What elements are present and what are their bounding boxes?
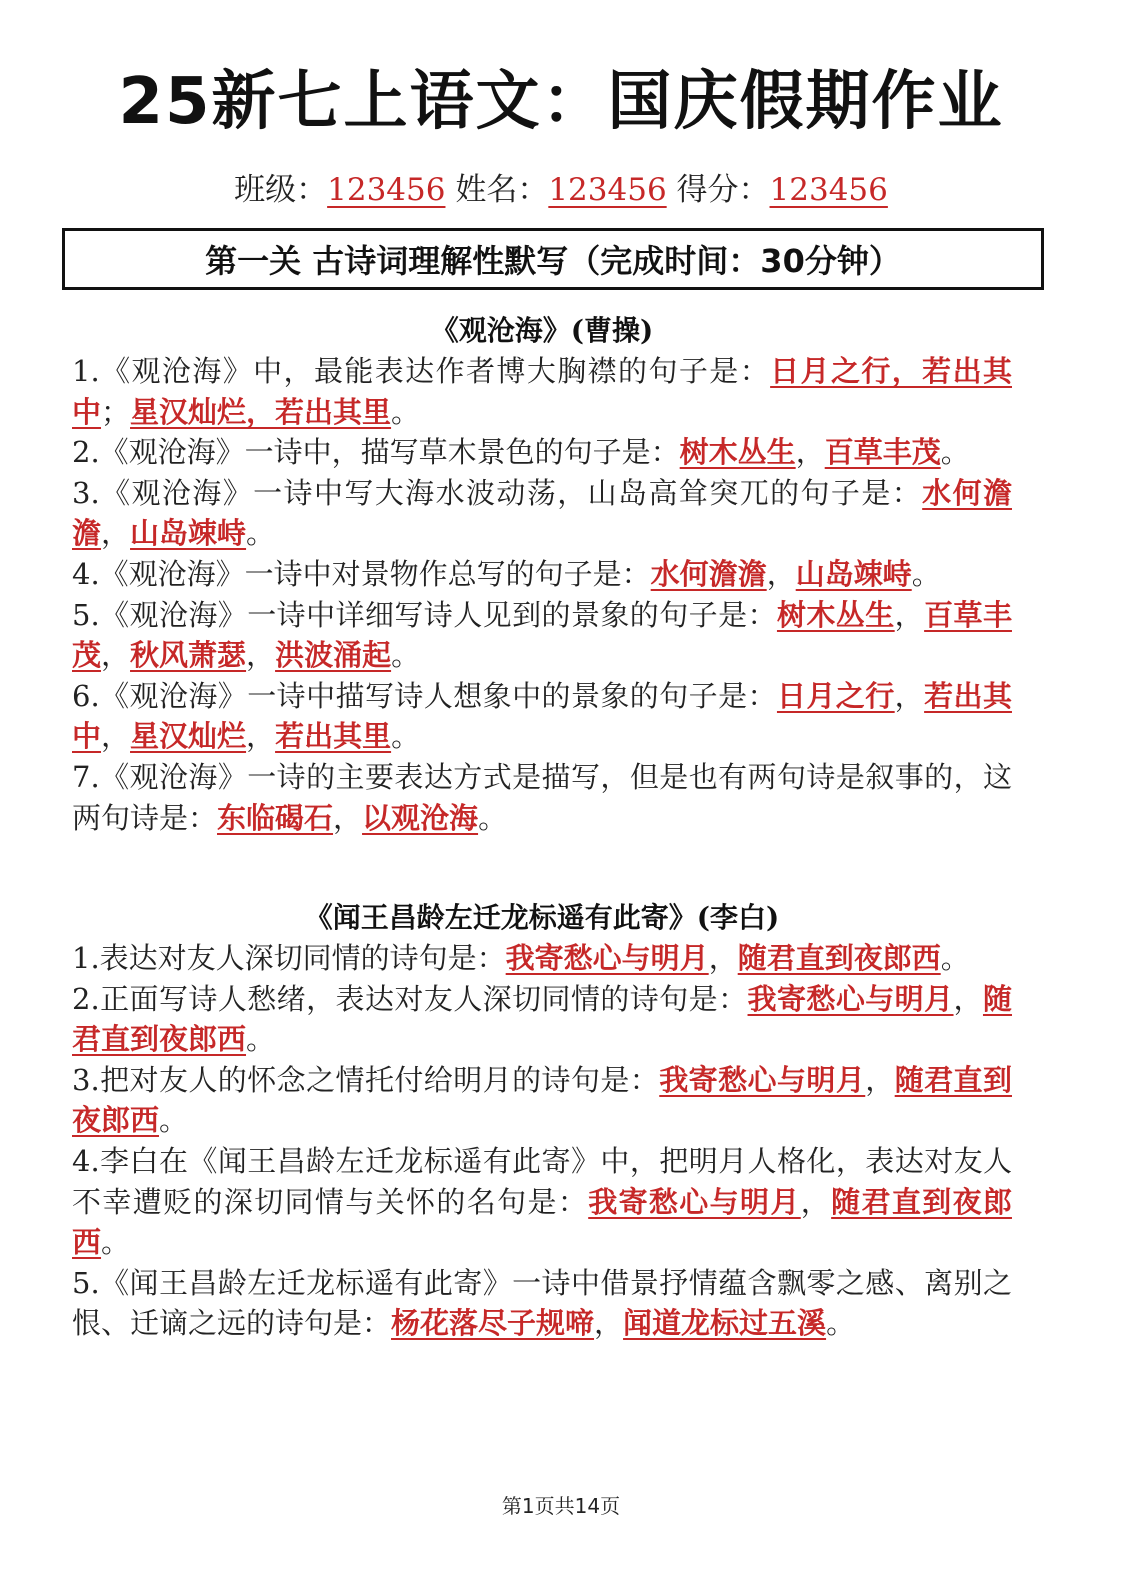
answer-text: 日月之行，若出其中: [72, 354, 1012, 429]
question-item: [72, 351, 1012, 432]
answer-separator: ，: [101, 719, 131, 754]
answer-text: 闻道龙标过五溪: [623, 1306, 827, 1341]
poem-section-1: [72, 311, 1012, 838]
question-prompt: 6.《观沧海》一诗中描写诗人想象中的景象的句子是：: [72, 678, 777, 713]
answer-text: 随君直到夜郎西: [72, 981, 1012, 1057]
sentence-end: 。: [391, 394, 421, 429]
answer-text: 秋风萧瑟: [130, 638, 247, 673]
name-value: 123456: [548, 172, 667, 208]
question-item: [72, 554, 1012, 595]
class-label: 班级：: [234, 172, 328, 208]
student-info-line: [0, 168, 1122, 212]
question-item: [72, 676, 1012, 757]
answer-text: 山岛竦峙: [130, 516, 247, 551]
class-value: 123456: [327, 172, 446, 208]
poem-title: 《闻王昌龄左迁龙标遥有此寄》(李白): [304, 901, 780, 934]
question-prompt: 2.正面写诗人愁绪，表达对友人深切同情的诗句是：: [72, 981, 748, 1016]
question-item: [72, 1141, 1012, 1263]
question-item: [72, 979, 1012, 1060]
sentence-end: 。: [246, 516, 276, 551]
answer-separator: ，: [101, 638, 131, 673]
answer-separator: ，: [894, 678, 925, 713]
answer-text: 山岛竦峙: [795, 556, 912, 591]
answer-text: 我寄愁心与明月: [505, 941, 709, 975]
sentence-end: 。: [826, 1306, 856, 1341]
question-item: [72, 432, 1012, 473]
answer-text: 树木丛生: [679, 435, 796, 470]
question-item: [72, 757, 1012, 838]
sentence-end: 。: [159, 1103, 189, 1138]
answer-text: 若出其中: [72, 678, 1012, 754]
question-item: [72, 473, 1012, 554]
question-prompt: 5.《观沧海》一诗中详细写诗人见到的景象的句子是：: [72, 597, 777, 632]
sentence-end: 。: [246, 1022, 276, 1057]
answer-text: 星汉灿烂，若出其里: [130, 394, 392, 429]
answer-text: 我寄愁心与明月: [588, 1184, 801, 1219]
answer-text: 东临碣石: [217, 800, 334, 835]
section-title-box: [62, 228, 1044, 290]
answer-text: 随君直到夜郎西: [737, 941, 941, 975]
question-item: [72, 1263, 1012, 1344]
sentence-end: 。: [940, 941, 970, 975]
answer-separator: ，: [708, 941, 738, 975]
answer-text: 日月之行: [776, 678, 895, 713]
answer-separator: ，: [800, 1184, 832, 1219]
sentence-end: 。: [478, 800, 508, 835]
answer-separator: ，: [246, 719, 276, 754]
answer-separator: ，: [101, 516, 131, 551]
question-list: [72, 351, 1012, 838]
score-label: 得分：: [676, 172, 770, 208]
answer-text: 以观沧海: [362, 800, 479, 835]
poem-title: 《观沧海》(曹操): [430, 314, 654, 347]
question-prompt: 3.把对友人的怀念之情托付给明月的诗句是：: [72, 1062, 660, 1097]
answer-separator: ，: [594, 1306, 624, 1341]
answer-text: 随君直到夜郎西: [72, 1184, 1012, 1260]
answer-separator: ，: [865, 1062, 895, 1097]
sentence-end: 。: [391, 719, 421, 754]
name-label: 姓名：: [455, 172, 549, 208]
answer-text: 若出其里: [275, 719, 392, 754]
question-prompt: 4.李白在《闻王昌龄左迁龙标遥有此寄》中，把明月人格化，表达对友人不幸遭贬的深切同情与关怀的名句是：: [72, 1143, 1012, 1219]
question-prompt: 1.表达对友人深切同情的诗句是：: [72, 941, 506, 975]
answer-separator: ，: [246, 638, 276, 673]
question-item: [72, 938, 1012, 979]
page-number: 第1页共14页: [501, 1494, 621, 1518]
question-prompt: 2.《观沧海》一诗中，描写草木景色的句子是：: [72, 435, 680, 470]
question-prompt: 5.《闻王昌龄左迁龙标遥有此寄》一诗中借景抒情蕴含飘零之感、离别之恨、迁谪之远的诗句是：: [72, 1265, 1012, 1341]
answer-text: 水何澹澹: [650, 556, 767, 591]
question-prompt: 4.《观沧海》一诗中对景物作总写的句子是：: [72, 556, 651, 591]
question-list: [72, 938, 1012, 1344]
answer-separator: ，: [333, 800, 363, 835]
answer-separator: ；: [101, 394, 131, 429]
answer-text: 杨花落尽子规啼: [391, 1306, 595, 1341]
question-prompt: 3.《观沧海》一诗中写大海水波动荡，山岛高耸突兀的句子是：: [72, 475, 923, 510]
answer-text: 我寄愁心与明月: [659, 1062, 866, 1097]
question-item: [72, 1060, 1012, 1141]
page-title: 25新七上语文：国庆假期作业: [118, 65, 1004, 139]
sentence-end: 。: [101, 1225, 131, 1260]
sentence-end: 。: [391, 638, 421, 673]
answer-text: 树木丛生: [776, 597, 895, 632]
answer-separator: ，: [953, 981, 983, 1016]
answer-text: 百草丰茂: [72, 597, 1012, 673]
answer-text: 洪波涌起: [275, 638, 392, 673]
answer-text: 百草丰茂: [824, 435, 941, 470]
sentence-end: 。: [940, 435, 970, 470]
section-title: 第一关 古诗词理解性默写（完成时间：30分钟）: [205, 242, 901, 280]
answer-separator: ，: [795, 435, 825, 470]
answer-separator: ，: [894, 597, 925, 632]
score-value: 123456: [769, 172, 888, 208]
answer-text: 随君直到夜郎西: [72, 1062, 1012, 1138]
question-prompt: 1.《观沧海》中，最能表达作者博大胸襟的句子是：: [72, 354, 771, 388]
answer-text: 星汉灿烂: [130, 719, 247, 754]
answer-text: 水何澹澹: [72, 475, 1012, 551]
question-item: [72, 595, 1012, 676]
answer-text: 我寄愁心与明月: [747, 981, 954, 1016]
poem-section-2: [72, 898, 1012, 1344]
question-prompt: 7.《观沧海》一诗的主要表达方式是描写，但是也有两句诗是叙事的，这两句诗是：: [72, 759, 1012, 835]
answer-separator: ，: [766, 556, 796, 591]
sentence-end: 。: [911, 556, 941, 591]
